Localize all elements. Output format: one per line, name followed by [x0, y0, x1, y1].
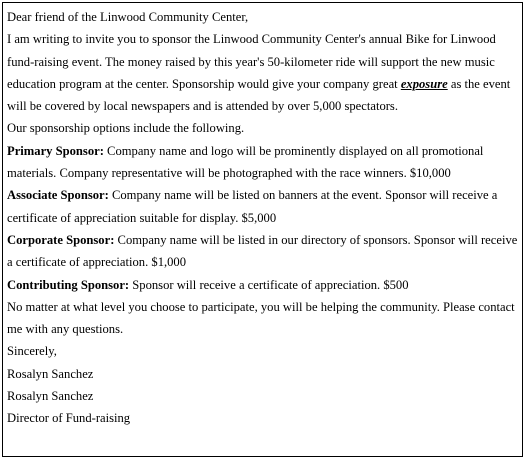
option-text: Company name will be listed on banners at the event. Sponsor will receive a certificate of appreciation suitable for display. $5,000 [7, 188, 498, 225]
signature: Rosalyn Sanchez [7, 366, 94, 381]
options-intro: Our sponsorship options include the following. [7, 121, 245, 136]
greeting: Dear friend of the Linwood Community Center, [7, 10, 249, 24]
option-associate [7, 184, 518, 229]
option-text: Sponsor will receive a certificate of appreciation. $500 [129, 277, 409, 292]
intro-text-after: as the event will be covered by local newspapers and is attended by over 5,000 spectators. [7, 76, 511, 114]
letter-document [2, 2, 523, 457]
intro-emphasis: exposure [400, 76, 448, 91]
option-contributing [7, 274, 518, 296]
sender-title: Director of Fund-raising [7, 411, 131, 426]
option-corporate [7, 229, 518, 274]
option-title: Corporate Sponsor: [7, 232, 115, 247]
sign-off: Sincerely, [7, 344, 57, 359]
option-text: Company name will be listed in our directory of sponsors. Sponsor will receive a certificate of appreciation. $1,000 [7, 232, 518, 270]
option-title: Primary Sponsor: [7, 143, 104, 158]
option-text: Company name and logo will be prominently displayed on all promotional materials. Company representative will be photographed with the race winners. $10,000 [7, 143, 484, 181]
option-primary [7, 140, 518, 185]
sender-name: Rosalyn Sanchez [7, 389, 94, 404]
option-title: Contributing Sponsor: [7, 277, 130, 292]
option-title: Associate Sponsor: [7, 188, 109, 203]
intro-text-before: I am writing to invite you to sponsor the Linwood Community Center's annual Bike for Linwood fund-raising event. The money raised by this year's 50-kilometer ride will support the new music education program at the center. Sponsorship would give your company great [7, 32, 496, 91]
closing-paragraph: No matter at what level you choose to participate, you will be helping the community. Please contact me with any questions. [7, 299, 515, 337]
intro-paragraph [7, 28, 518, 117]
